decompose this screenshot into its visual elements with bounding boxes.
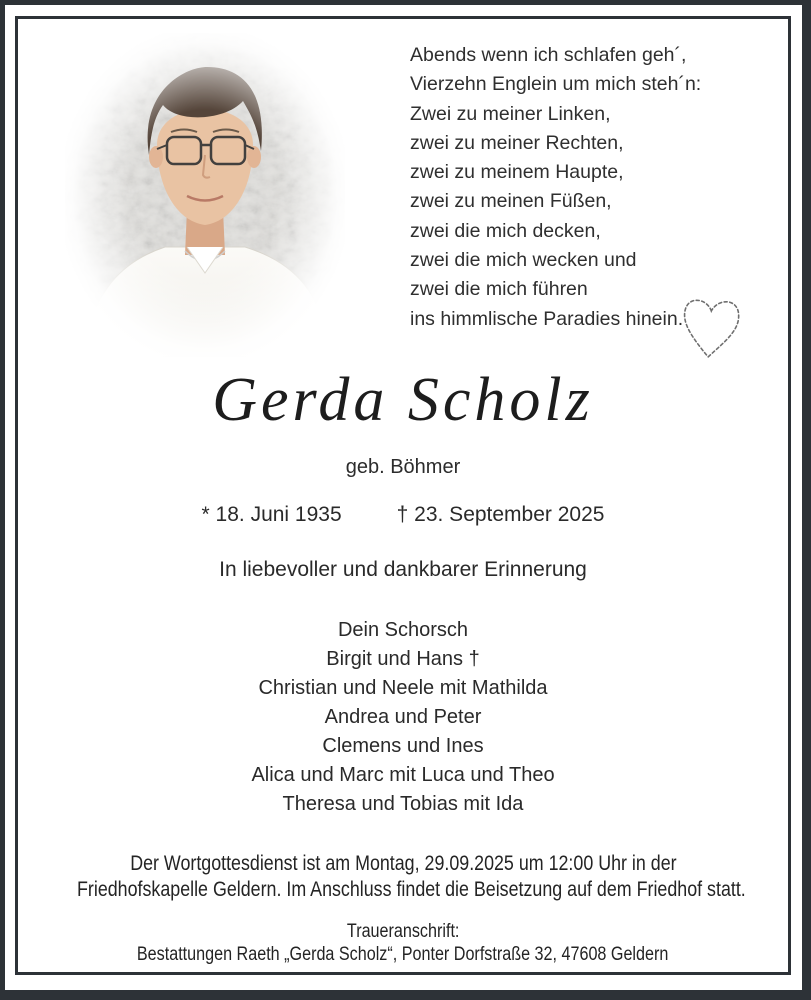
condolence-label: Traueranschrift:: [346, 921, 460, 942]
mourner-line: Dein Schorsch: [337, 619, 469, 641]
mourner-line: Andrea und Peter: [324, 706, 482, 728]
poem: [410, 41, 701, 334]
poem-line: Vierzehn Englein um mich steh´n:: [410, 73, 702, 96]
mourner-line: Christian und Neele mit Mathilda: [258, 677, 548, 699]
remembrance-line: In liebevoller und dankbarer Erinnerung: [219, 558, 587, 581]
poem-line: zwei die mich decken,: [410, 219, 601, 242]
mourner-line: Birgit und Hans †: [326, 648, 480, 670]
condolence-address: Bestattungen Raeth „Gerda Scholz“, Ponter Dorfstraße 32, 47608 Geldern: [137, 944, 669, 965]
maiden-name: geb. Böhmer: [345, 456, 461, 478]
obituary-content: [5, 5, 802, 990]
condolence-address-row: [18, 944, 788, 966]
poem-line: zwei zu meinen Füßen,: [410, 190, 612, 213]
poem-line: zwei die mich führen: [410, 278, 588, 301]
death-date: † 23. September 2025: [396, 503, 605, 526]
poem-line: zwei zu meiner Rechten,: [410, 131, 624, 154]
poem-line: ins himmlische Paradies hinein.: [410, 307, 684, 330]
poem-line: Zwei zu meiner Linken,: [410, 102, 611, 125]
deceased-name: Gerda Scholz: [212, 366, 594, 434]
mourner-line: Clemens und Ines: [322, 735, 484, 757]
life-dates: [18, 503, 788, 527]
poem-line: zwei die mich wecken und: [410, 249, 637, 272]
heart-icon: [677, 295, 743, 365]
condolence-label-row: [18, 921, 788, 943]
poem-line: zwei zu meinem Haupte,: [410, 161, 624, 184]
birth-date: * 18. Juni 1935: [201, 503, 342, 526]
service-line: Friedhofskapelle Geldern. Im Anschluss findet die Beisetzung auf dem Friedhof statt.: [77, 878, 746, 901]
mourners-list: [18, 616, 788, 819]
portrait-photo: [65, 33, 345, 357]
service-info: [18, 851, 788, 903]
portrait-illustration: [65, 33, 345, 357]
service-line: Der Wortgottesdienst ist am Montag, 29.09.2025 um 12:00 Uhr in der: [129, 852, 677, 875]
mourner-line: Theresa und Tobias mit Ida: [282, 793, 524, 815]
poem-line: Abends wenn ich schlafen geh´,: [410, 44, 687, 66]
obituary-page: [5, 5, 802, 990]
mourner-line: Alica und Marc mit Luca und Theo: [251, 764, 555, 786]
